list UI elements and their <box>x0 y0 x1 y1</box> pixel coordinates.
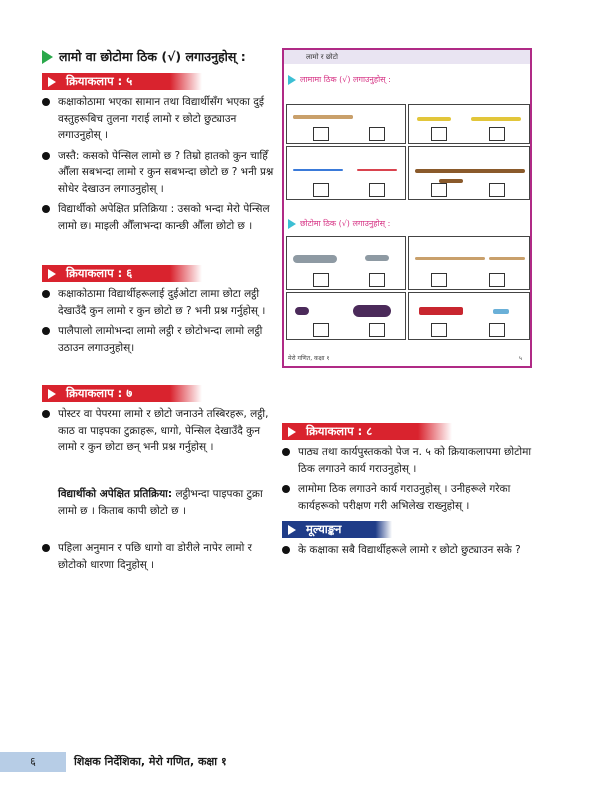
page-footer <box>0 752 600 772</box>
stick-image <box>415 169 525 173</box>
triangle-icon <box>288 219 296 229</box>
list-item: पाठ्य तथा कार्यपुस्तकको पेज न. ५ को क्रियाकलापमा छोटोमा ठिक लगाउने कार्य गराउनुहोस् । <box>282 444 544 477</box>
worksheet-cell <box>286 236 406 290</box>
check-box <box>489 127 505 141</box>
page-number: ६ <box>0 752 66 772</box>
check-box <box>313 127 329 141</box>
check-box <box>369 273 385 287</box>
activity-7-tag: क्रियाकलाप : ७ <box>42 385 202 402</box>
list-item: लामोमा ठिक लगाउने कार्य गराउनुहोस् । उनीहरूले गरेका कार्यहरूको परीक्षण गरी अभिलेख राख्नुहोस् । <box>282 481 544 514</box>
list-item: विद्यार्थीको अपेक्षित प्रतिक्रिया : उसको भन्दा मेरो पेन्सिल लामो छ। माइली औँलाभन्दा कान्छी औँला छोटो छ । <box>42 201 274 234</box>
bullet-icon <box>42 327 50 335</box>
expected-text: लट्ठीभन्दा पाइपका टुक्रा लामो छ । किताब कापी छोटो छ । <box>58 488 263 517</box>
section-heading <box>42 48 246 65</box>
list-item: कक्षाकोठामा भएका सामान तथा विद्यार्थीसँग भएका दुई वस्तुहरूबिच तुलना गराई लामो र छोटो छुट्याउन लगाउनुहोस् । <box>42 94 274 144</box>
check-box <box>489 273 505 287</box>
worksheet-cell <box>286 104 406 144</box>
thread-image <box>357 169 397 171</box>
check-box <box>369 127 385 141</box>
stick-image <box>415 257 485 260</box>
check-box <box>431 273 447 287</box>
worksheet-sub-long: लामामा ठिक (√) लगाउनुहोस् : <box>288 74 391 85</box>
activity-7-list-a <box>42 406 274 460</box>
worksheet-image <box>282 48 532 368</box>
list-item: जस्तै: कसको पेन्सिल लामो छ ? तिम्रो हातको कुन चाहिँ औँला सबभन्दा लामो र कुन सबभन्दा छोटो छ ? भनी प्रश्न सोधेर देखाउन लगाउनुहोस् । <box>42 148 274 198</box>
expected-label: विद्यार्थीको अपेक्षित प्रतिक्रिया: <box>58 488 173 500</box>
check-box <box>313 183 329 197</box>
stick-image <box>489 257 525 260</box>
activity-8-tag: क्रियाकलाप : ८ <box>282 423 452 440</box>
pencil-image <box>417 117 451 121</box>
thread-image <box>293 169 343 171</box>
worksheet-cell <box>286 146 406 200</box>
list-item: पहिला अनुमान र पछि धागो वा डोरीले नापेर लामो र छोटोको धारणा दिनुहोस् । <box>42 540 274 573</box>
pencil-image <box>471 117 521 121</box>
worksheet-footer: मेरो गणित, कक्षा १ <box>288 355 330 362</box>
bullet-icon <box>282 546 290 554</box>
bullet-icon <box>42 152 50 160</box>
bullet-icon <box>42 544 50 552</box>
activity-8-list <box>282 444 544 518</box>
list-item: पालैपालो लामोभन्दा लामो लट्ठी र छोटोभन्दा लामो लट्ठी उठाउन लगाउनुहोस्। <box>42 323 274 356</box>
worksheet-cell <box>408 104 530 144</box>
activity-5-tag: क्रियाकलाप : ५ <box>42 73 202 90</box>
evaluation-list <box>282 542 544 563</box>
bullet-icon <box>42 205 50 213</box>
worksheet-title: लामो र छोटो <box>284 50 530 64</box>
evaluation-tag: मूल्याङ्कन <box>282 521 392 538</box>
heading-text: लामो वा छोटोमा ठिक (√) लगाउनुहोस् : <box>59 49 246 64</box>
eggplant-image <box>353 305 391 317</box>
worksheet-cell <box>408 292 530 340</box>
worksheet-page-number: ५ <box>518 355 522 362</box>
brush-image <box>419 307 463 315</box>
fish-image <box>293 255 337 263</box>
worksheet-cell <box>408 146 530 200</box>
brush-image <box>493 309 509 314</box>
check-box <box>431 127 447 141</box>
check-box <box>313 323 329 337</box>
check-box <box>431 183 447 197</box>
activity-6-list <box>42 286 274 360</box>
book-title: शिक्षक निर्देशिका, मेरो गणित, कक्षा १ <box>74 755 227 768</box>
worksheet-cell <box>408 236 530 290</box>
triangle-icon <box>42 50 53 64</box>
worksheet-sub-short: छोटोमा ठिक (√) लगाउनुहोस् : <box>288 218 390 229</box>
fish-image <box>365 255 389 261</box>
activity-5-list <box>42 94 274 238</box>
check-box <box>489 183 505 197</box>
bullet-icon <box>42 98 50 106</box>
list-item: के कक्षाका सबै विद्यार्थीहरूले लामो र छोटो छुट्याउन सके ? <box>282 542 544 559</box>
list-item: पोस्टर वा पेपरमा लामो र छोटो जनाउने तस्बिरहरू, लट्ठी, काठ वा पाइपका टुक्राहरू, धागो, पेन्सिल देखाउँदै कुन लामो र कुन छोटा छन् भनी प्रश्न गर्नुहोस् । <box>42 406 274 456</box>
bullet-icon <box>282 485 290 493</box>
triangle-icon <box>288 75 296 85</box>
eggplant-image <box>295 307 309 315</box>
list-item: कक्षाकोठामा विद्यार्थीहरूलाई दुईओटा लामा छोटा लट्ठी देखाउँदै कुन लामो र कुन छोटो छ ? भनी प्रश्न गर्नुहोस् । <box>42 286 274 319</box>
bullet-icon <box>282 448 290 456</box>
activity-7-list-b <box>42 540 274 577</box>
check-box <box>369 183 385 197</box>
expected-response <box>58 486 274 519</box>
check-box <box>489 323 505 337</box>
check-box <box>313 273 329 287</box>
bullet-icon <box>42 410 50 418</box>
check-box <box>431 323 447 337</box>
activity-6-tag: क्रियाकलाप : ६ <box>42 265 202 282</box>
worksheet-cell <box>286 292 406 340</box>
bullet-icon <box>42 290 50 298</box>
check-box <box>369 323 385 337</box>
